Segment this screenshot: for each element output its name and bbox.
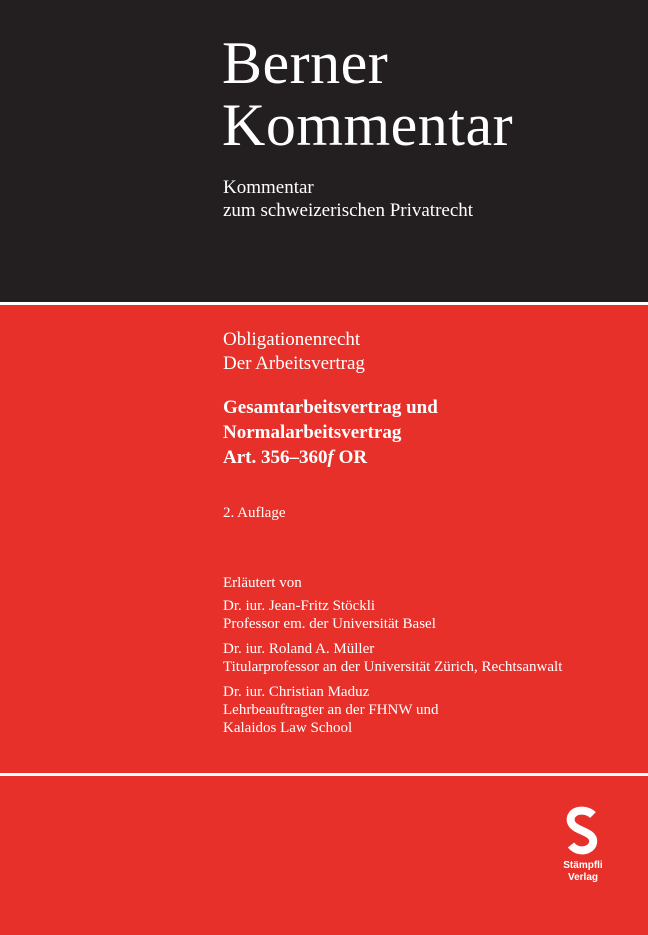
publisher-name-line-2: Verlag	[567, 872, 599, 883]
author-role: Professor em. der Universität Basel	[223, 616, 436, 632]
series-name	[223, 328, 365, 376]
header-band	[0, 0, 648, 302]
author-entry	[223, 683, 633, 737]
edition: 2. Auflage	[223, 505, 286, 521]
cover-subtitle	[223, 176, 473, 222]
author-entry	[223, 640, 633, 676]
publisher-name	[553, 860, 613, 884]
subtitle-line-1: Kommentar	[223, 177, 314, 198]
title-line-2: Kommentar	[222, 92, 514, 158]
author-list	[223, 597, 633, 744]
title-line-1: Berner	[222, 30, 389, 96]
article-range: Art. 356–360	[223, 447, 328, 468]
cover-title	[222, 32, 513, 156]
publisher-logo	[553, 806, 613, 884]
author-name: Dr. iur. Jean-Fritz Stöckli	[223, 598, 376, 614]
author-name: Dr. iur. Christian Maduz	[223, 684, 370, 700]
article-suffix-letter: f	[327, 447, 334, 468]
stampfli-s-logo-icon	[563, 806, 603, 856]
volume-title-line-2: Normalarbeitsvertrag	[223, 422, 402, 443]
series-line-1: Obligationenrecht	[223, 329, 361, 350]
authors-intro: Erläutert von	[223, 575, 302, 591]
publisher-band	[0, 776, 648, 935]
subtitle-line-2: zum schweizerischen Privatrecht	[223, 200, 474, 221]
volume-title-line-1: Gesamtarbeitsvertrag und	[223, 397, 438, 418]
volume-title-line-3	[223, 445, 438, 470]
author-role: Lehrbeauftragter an der FHNW und	[223, 702, 439, 718]
publisher-name-line-1: Stämpfli	[563, 860, 603, 871]
volume-title	[223, 395, 438, 470]
author-role: Titularprofessor an der Universität Zürich, Rechtsanwalt	[223, 659, 563, 675]
series-line-2: Der Arbeitsvertrag	[223, 353, 365, 374]
content-band	[0, 305, 648, 773]
author-name: Dr. iur. Roland A. Müller	[223, 641, 375, 657]
author-entry	[223, 597, 633, 633]
code-abbreviation: OR	[333, 447, 368, 468]
author-role: Kalaidos Law School	[223, 720, 353, 736]
